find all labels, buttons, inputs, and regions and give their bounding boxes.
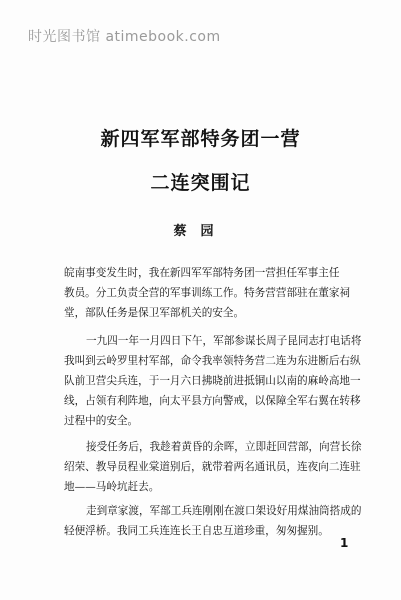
body-line: 线，占领有利阵地，向太平县方向警戒，以保障全军右翼在转移 — [64, 395, 361, 407]
body-line: 我叫到云岭罗里村军部，命令我率领特务营二连为东进断后右纵 — [64, 355, 361, 367]
author: 蔡园 — [173, 224, 228, 239]
body-line: 堂，部队任务是保卫军部机关的安全。 — [64, 307, 245, 319]
watermark: 时光图书馆 atimebook.com — [28, 29, 221, 45]
body-line: 地——马岭坑赶去。 — [64, 481, 160, 493]
page-number: 1 — [340, 536, 349, 550]
body-line: 队前卫营尖兵连，于一月六日拂晓前进抵铜山以南的麻岭高地一 — [64, 375, 361, 387]
body-line: 走到章家渡，军部工兵连刚刚在渡口架设好用煤油筒搭成的 — [86, 505, 362, 517]
body-line: 绍荣、教导员程业棠道别后，就带着两名通讯员，连夜向二连驻 — [64, 461, 361, 473]
body-line: 教员。分工负责全营的军事训练工作。特务营营部驻在董家祠 — [64, 287, 351, 299]
body-line: 皖南事变发生时，我在新四军军部特务团一营担任军事主任 — [64, 267, 340, 279]
body-line: 接受任务后，我趁着黄昏的余晖，立即赶回营部，向营长徐 — [86, 441, 362, 453]
body-line: 过程中的安全。 — [64, 415, 139, 427]
title-line-2: 二连突围记 — [150, 172, 251, 194]
title-line-1: 新四军军部特务团一营 — [100, 128, 301, 150]
body-line: 轻便浮桥。我同工兵连连长王自忠互道珍重，匆匆握别。 — [64, 525, 329, 537]
body-line: 一九四一年一月四日下午，军部参谋长周子昆同志打电话将 — [86, 335, 362, 347]
